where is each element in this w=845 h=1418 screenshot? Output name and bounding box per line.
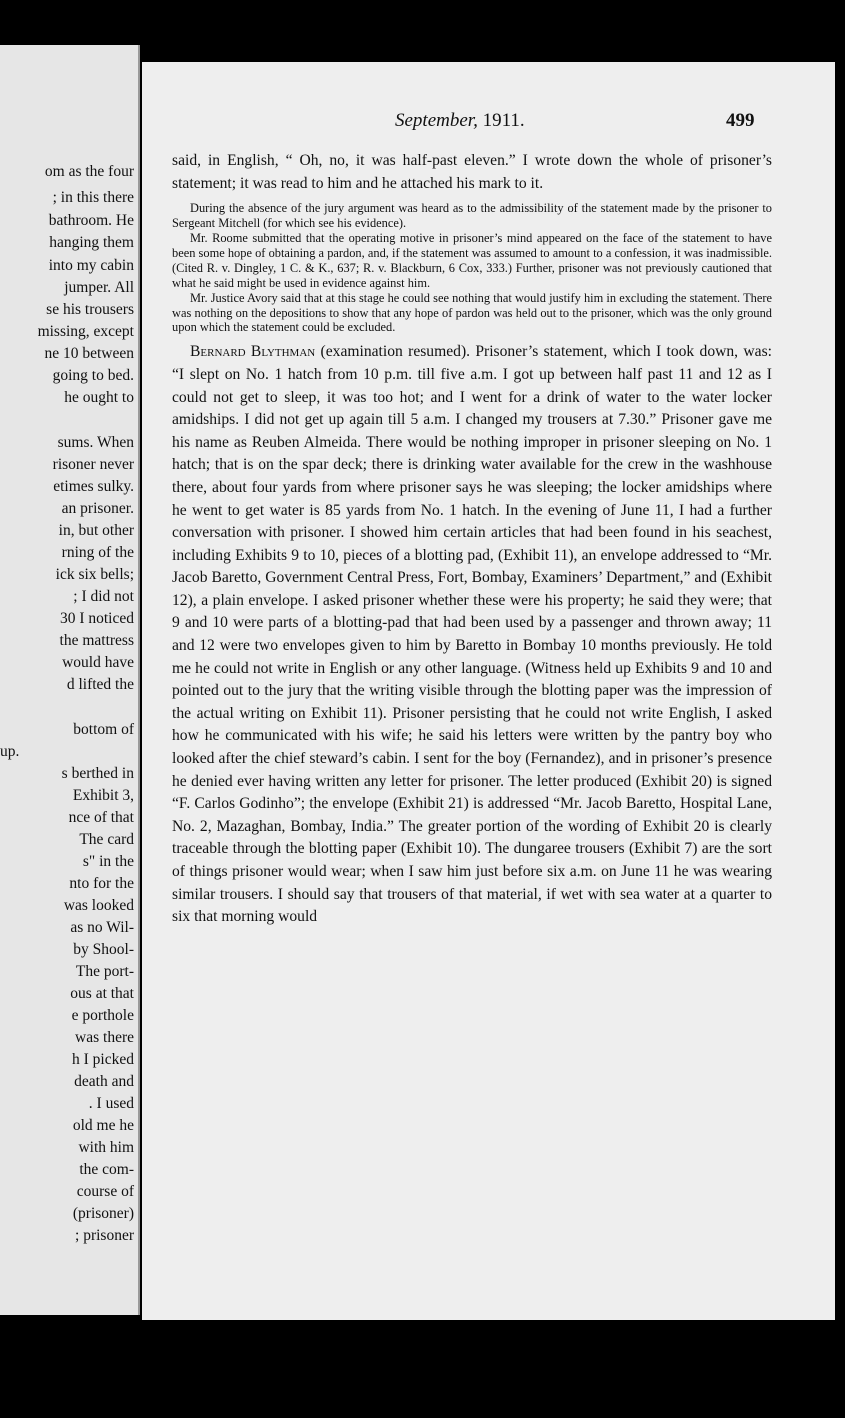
left-page-line: bathroom. He <box>48 212 134 229</box>
left-page-line: ne 10 between <box>44 345 134 362</box>
left-page-line: old me he <box>72 1117 134 1134</box>
paragraph-intro: said, in English, “ Oh, no, it was half-past eleven.” I wrote down the whole of prisoner’s statement; it was read to him and he attached his mark to it. <box>172 152 772 192</box>
left-page-line: with him <box>78 1139 134 1156</box>
paragraph-roome-submission: Mr. Roome submitted that the operating motive in prisoner’s mind appeared on the face of the statement to have been some hope of obtaining a pardon, and, if the statement was assumed to amount to a confession, it was inadmissible. (Cited R. v. Dingley, 1 C. & K., 637; R. v. Blackburn, 6 Cox, 333.) Further, prisoner was not previously cautioned that what he said might be used in evidence against him. <box>172 231 772 290</box>
left-page-line: he ought to <box>64 389 134 406</box>
left-page-line: the mattress <box>59 632 134 649</box>
left-page-line: nto for the <box>69 875 134 892</box>
left-page-line: om as the four <box>44 163 134 180</box>
left-page-line: h I picked <box>72 1051 134 1068</box>
left-page-line: . I used <box>88 1095 134 1112</box>
left-page-line: ; in this there <box>52 189 134 206</box>
blythman-testimony-text: (examination resumed). Prisoner’s statement, which I took down, was: “I slept on No. 1 hatch from 10 p.m. till five a.m. I got up between half past 11 and 12 as I could not get to sleep, it was too hot; and I went for a drink of water to the water locker amidships. I did not get up again till 5 a.m. I changed my trousers at 7.30.” Prisoner gave me his name as Reuben Almeida. There would be nothing improper in prisoner sleeping on No. 1 hatch; that is on the spar deck; there is drinking water available for the crew in the washhouse there, about four yards from where prisoner says he was sleeping; the locker amidships where he went to get water is 85 yards from No. 1 hatch. In the evening of June 11, I had a further conversation with prisoner. I showed him certain articles that had been found in his seachest, including Exhibits 9 to 10, pieces of a blotting pad, (Exhibit 11), an envelope addressed to “Mr. Jacob Baretto, Government Central Press, Fort, Bombay, Examiners’ Department,” and (Exhibit 12), a plain envelope. I asked prisoner whether these were his property; he said they were; that 9 and 10 were parts of a blotting-pad that had been used by a passenger and thrown away; 11 and 12 were two envelopes given to him by Baretto in Bombay 10 months previously. He told me he could not write in English or any other language. (Witness held up Exhibits 9 and 10 and pointed out to the jury that the writing visible through the blotting paper was the impression of the actual writing on Exhibit 11). Prisoner persisting that he could not write English, I asked how he communicated with his wife; he said his letters were written by the pantry boy who looked after the chief steward’s cabin. I sent for the boy (Fernandez), and in prisoner’s presence he denied ever having written any letter for prisoner. The letter produced (Exhibit 20) is signed “F. Carlos Godinho”; the envelope (Exhibit 21) is addressed “Mr. Jacob Baretto, Hospital Lane, No. 2, Mazaghan, Bombay, India.” The greater portion of the wording of Exhibit 20 is clearly traceable through the blotting paper (Exhibit 10). The dungaree trousers (Exhibit 7) are the sort of things prisoner would wear; when I saw him just before six a.m. on June 11 he was wearing similar trousers. I should say that trousers of that material, if wet with sea water at a quarter to six that morning would <box>172 343 772 926</box>
left-page-line: ous at that <box>70 985 134 1002</box>
header-year: 1911. <box>482 110 525 131</box>
left-page-line: (prisoner) <box>72 1205 134 1222</box>
paragraph-blythman-testimony <box>172 341 772 928</box>
left-page-line: was there <box>75 1029 134 1046</box>
paragraph-avory-ruling: Mr. Justice Avory said that at this stage he could see nothing that would justify him in excluding the statement. There was nothing on the depositions to show that any hope of pardon was held out to the prisoner, which was the only ground upon which the statement could be excluded. <box>172 290 772 335</box>
left-page-line: s berthed in <box>61 765 134 782</box>
left-page-line: by Shool- <box>73 941 134 958</box>
left-page-line: ; prisoner <box>75 1227 134 1244</box>
left-page-line: s" in the <box>82 853 134 870</box>
left-page <box>0 45 140 1315</box>
left-page-line: was looked <box>63 897 134 914</box>
left-page-line: in, but other <box>58 522 134 539</box>
left-page-line: se his trousers <box>46 301 134 318</box>
left-page-line: missing, except <box>37 323 134 340</box>
left-page-line: up. <box>0 743 20 760</box>
left-page-line: sums. When <box>57 434 134 451</box>
left-page-line: into my cabin <box>48 257 134 274</box>
left-page-line: e porthole <box>71 1007 134 1024</box>
left-page-line: bottom of <box>73 721 134 738</box>
paragraph-jury-argument: During the absence of the jury argument was heard as to the admissibility of the statement made by the prisoner to Sergeant Mitchell (for which see his evidence). <box>172 201 772 231</box>
page-number: 499 <box>726 110 755 131</box>
left-page-line: d lifted the <box>66 676 134 693</box>
left-page-line: etimes sulky. <box>53 478 134 495</box>
left-page-line: going to bed. <box>52 367 134 384</box>
header-title <box>395 110 525 132</box>
left-page-line: risoner never <box>52 456 134 473</box>
witness-name: Bernard Blythman <box>190 343 316 361</box>
page-body <box>172 150 772 929</box>
left-page-line: the com- <box>79 1161 134 1178</box>
left-page-line: rning of the <box>61 544 134 561</box>
left-page-line: death and <box>74 1073 134 1090</box>
left-page-line: nce of that <box>68 809 134 826</box>
right-page <box>142 62 835 1320</box>
left-page-line: jumper. All <box>64 279 134 296</box>
left-page-line: would have <box>62 654 134 671</box>
left-page-line: The card <box>79 831 134 848</box>
left-page-line: Exhibit 3, <box>72 787 134 804</box>
left-page-line: an prisoner. <box>61 500 134 517</box>
left-page-line: The port- <box>75 963 134 980</box>
left-page-line: 30 I noticed <box>59 610 134 627</box>
left-page-line: ; I did not <box>73 588 134 605</box>
header-month: September, <box>395 110 478 131</box>
left-page-line: ick six bells; <box>55 566 134 583</box>
left-page-line: hanging them <box>49 234 134 251</box>
running-header <box>142 110 835 134</box>
left-page-line: as no Wil- <box>70 919 134 936</box>
left-page-line: course of <box>76 1183 134 1200</box>
